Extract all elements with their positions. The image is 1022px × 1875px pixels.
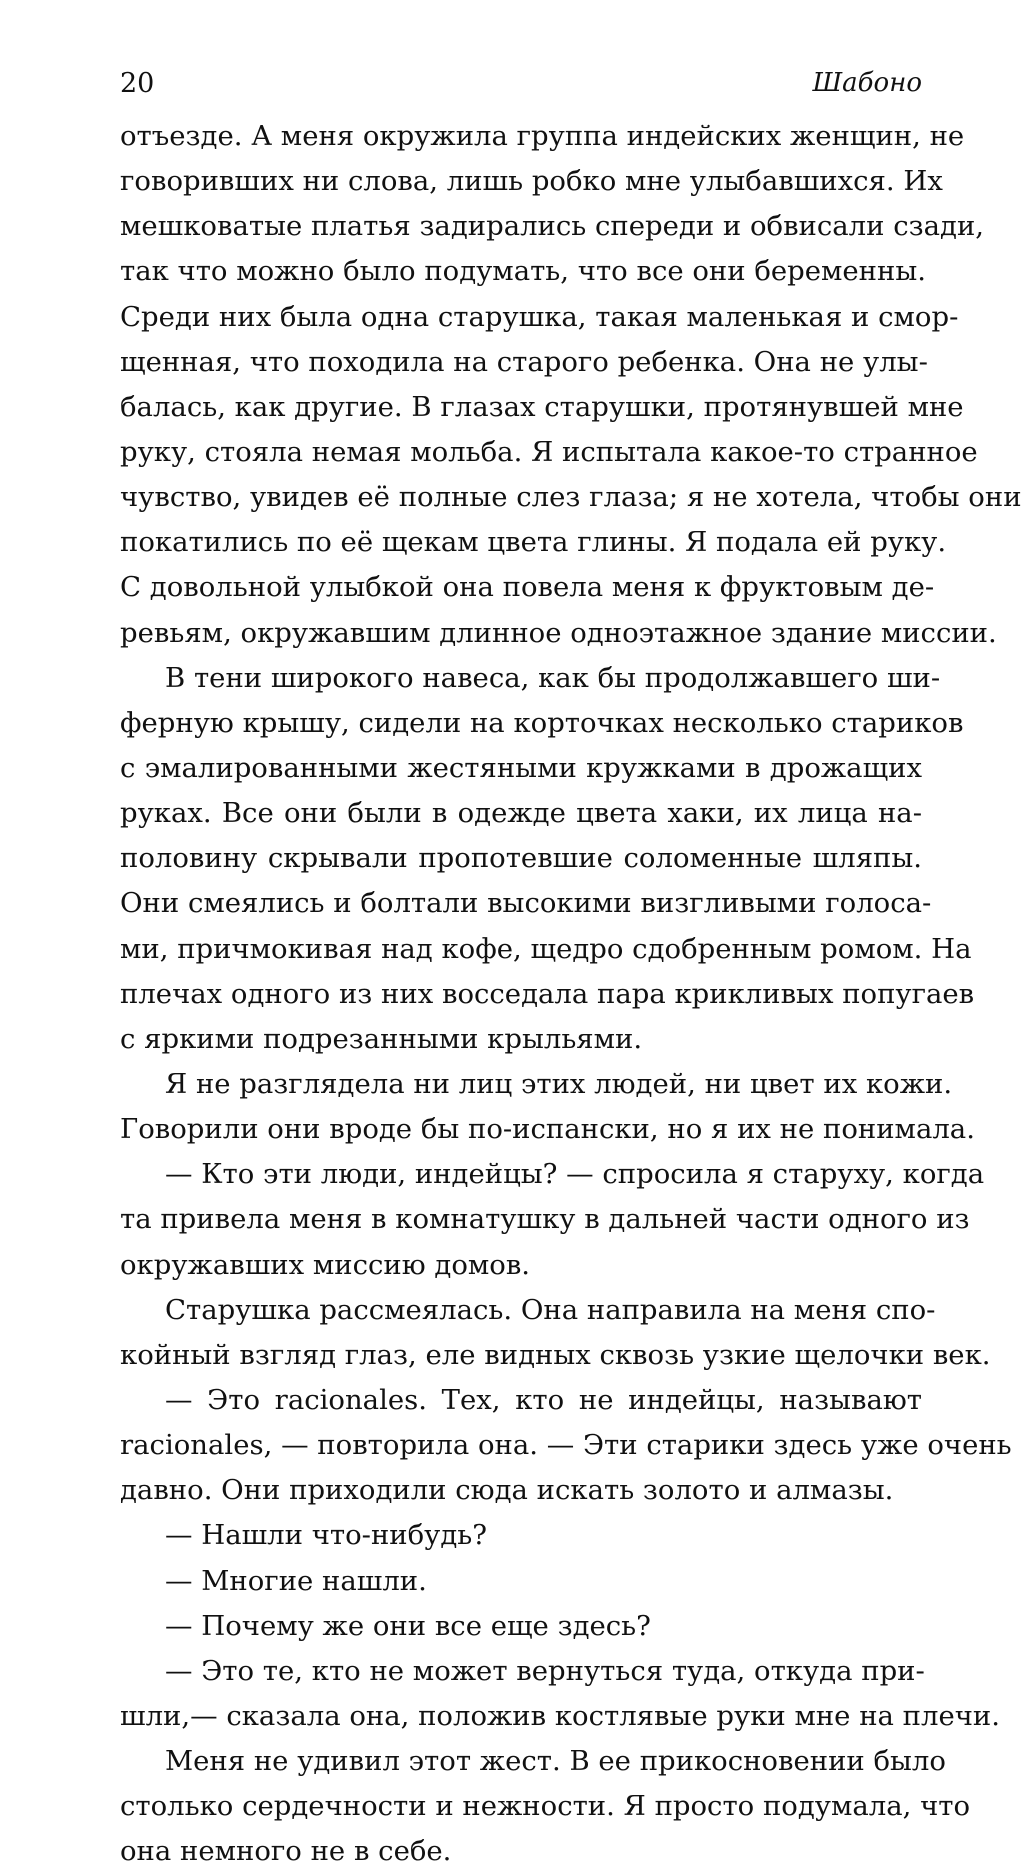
text-line: Я не разглядела ни лиц этих людей, ни цвет их кожи. xyxy=(165,1067,953,1100)
text-line: — Почему же они все еще здесь? xyxy=(165,1609,651,1642)
text-line: ми, причмокивая над кофе, щедро сдобренным ромом. На xyxy=(120,932,972,965)
text-line: мешковатые платья задирались спереди и обвисали сзади, xyxy=(120,210,985,243)
page-number: 20 xyxy=(120,68,155,99)
text-line: отъезде. А меня окружила группа индейских женщин, не xyxy=(120,120,965,152)
text-line: плечах одного из них восседала пара крикливых попугаев xyxy=(120,977,975,1010)
text-line: — Кто эти люди, индейцы? — спросила я старуху, когда xyxy=(165,1158,985,1191)
text-line: — Нашли что-нибудь? xyxy=(165,1519,488,1552)
text-line: Говорили они вроде бы по-испански, но я их не понимала. xyxy=(120,1113,975,1146)
text-line: ферную крышу, сидели на корточках несколько стариков xyxy=(120,706,964,739)
text-line: ревьям, окружавшим длинное одноэтажное здание миссии. xyxy=(120,616,997,649)
text-line: койный взгляд глаз, еле видных сквозь узкие щелочки век. xyxy=(120,1338,991,1371)
text-line: давно. Они приходили сюда искать золото и алмазы. xyxy=(120,1474,894,1507)
text-line: — Это racionales. Тех, кто не индейцы, называют xyxy=(165,1383,922,1416)
text-line: руку, стояла немая мольба. Я испытала какое-то странное xyxy=(120,435,978,468)
text-line: В тени широкого навеса, как бы продолжавшего ши- xyxy=(165,661,941,694)
text-line: Среди них была одна старушка, такая маленькая и смор- xyxy=(120,300,959,333)
text-line: окружавших миссию домов. xyxy=(120,1248,531,1281)
body-text xyxy=(120,114,1022,1874)
text-line: Они смеялись и болтали высокими визгливыми голоса- xyxy=(120,887,932,920)
text-line: с эмалированными жестяными кружками в дрожащих xyxy=(120,751,922,784)
page-header xyxy=(120,68,922,104)
text-line: шли,— сказала она, положив костлявые руки мне на плечи. xyxy=(120,1699,1000,1732)
text-line: покатились по её щекам цвета глины. Я подала ей руку. xyxy=(120,526,947,559)
text-line: чувство, увидев её полные слез глаза; я не хотела, чтобы они xyxy=(120,481,1022,514)
text-line: Меня не удивил этот жест. В ее прикосновении было xyxy=(165,1745,946,1778)
text-line: С довольной улыбкой она повела меня к фруктовым де- xyxy=(120,571,935,604)
text-line: Старушка рассмеялась. Она направила на меня спо- xyxy=(165,1293,936,1326)
text-line: та привела меня в комнатушку в дальней части одного из xyxy=(120,1203,970,1236)
text-line: с яркими подрезанными крыльями. xyxy=(120,1022,643,1055)
text-line: столько сердечности и нежности. Я просто подумала, что xyxy=(120,1790,971,1823)
text-line: racionales, — повторила она. — Эти старики здесь уже очень xyxy=(120,1429,1012,1462)
running-title: Шабоно xyxy=(812,68,922,98)
text-line: руках. Все они были в одежде цвета хаки, их лица на- xyxy=(120,797,922,830)
text-line: щенная, что походила на старого ребенка. Она не улы- xyxy=(120,345,928,378)
text-line: так что можно было подумать, что все они беременны. xyxy=(120,255,926,288)
text-line: половину скрывали пропотевшие соломенные шляпы. xyxy=(120,842,922,875)
text-line: говоривших ни слова, лишь робко мне улыбавшихся. Их xyxy=(120,165,943,198)
text-line: — Это те, кто не может вернуться туда, откуда при- xyxy=(165,1654,925,1687)
text-line: балась, как другие. В глазах старушки, протянувшей мне xyxy=(120,390,964,423)
text-line: — Многие нашли. xyxy=(165,1564,427,1597)
text-line: она немного не в себе. xyxy=(120,1835,452,1868)
